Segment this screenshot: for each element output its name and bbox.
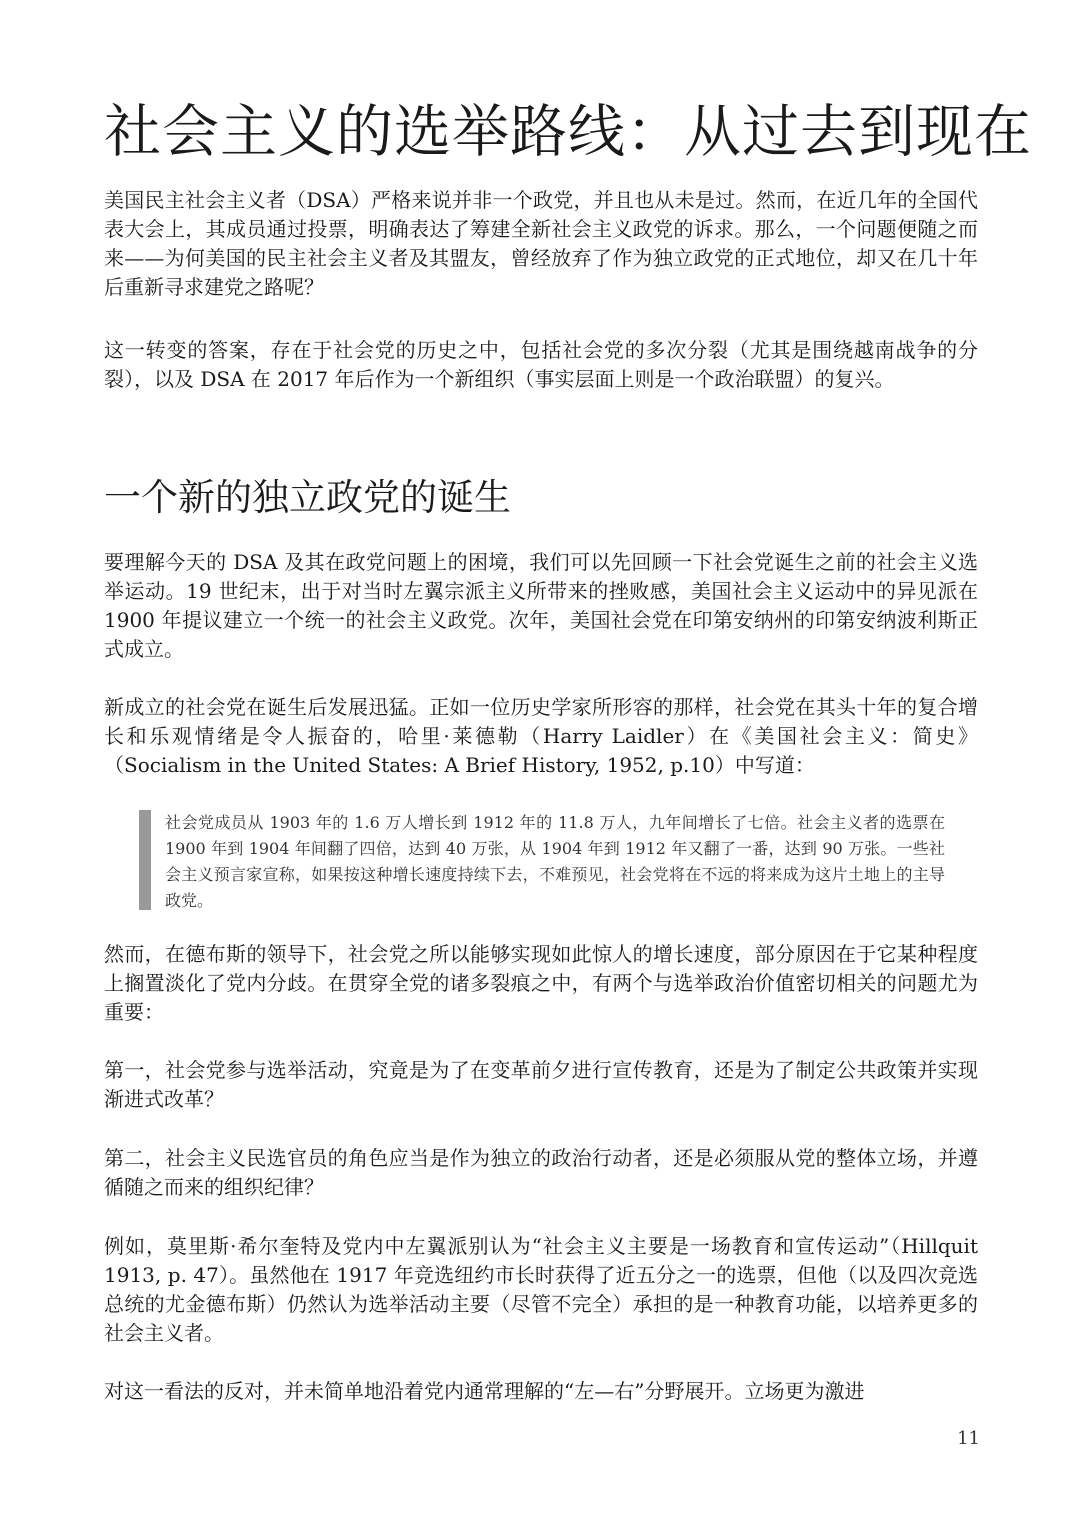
section-paragraph-7: 对这一看法的反对，并未简单地沿着党内通常理解的“左—右”分野展开。立场更为激进 (104, 1379, 865, 1403)
page-number: 11 (957, 1428, 980, 1449)
section-paragraph-3: 然而，在德布斯的领导下，社会党之所以能够实现如此惊人的增长速度，部分原因在于它某种程度上搁置淡化了党内分歧。在贯穿全党的诸多裂痕之中，有两个与选举政治价值密切相关的问题尤为重要： (104, 942, 978, 1024)
intro-paragraph-1: 美国民主社会主义者（DSA）严格来说并非一个政党，并且也从未是过。然而，在近几年的全国代表大会上，其成员通过投票，明确表达了筹建全新社会主义政党的诉求。那么，一个问题便随之而来——为何美国的民主社会主义者及其盟友，曾经放弃了作为独立政党的正式地位，却又在几十年后重新寻求建党之路呢？ (104, 188, 978, 299)
section-paragraph-5: 第二，社会主义民选官员的角色应当是作为独立的政治行动者，还是必须服从党的整体立场，并遵循随之而来的组织纪律？ (104, 1146, 978, 1199)
block-quote (139, 810, 954, 910)
section-paragraph-4: 第一，社会党参与选举活动，究竟是为了在变革前夕进行宣传教育，还是为了制定公共政策并实现渐进式改革？ (104, 1058, 978, 1111)
quote-text: 社会党成员从 1903 年的 1.6 万人增长到 1912 年的 11.8 万人，九年间增长了七倍。社会主义者的选票在 1900 年到 1904 年间翻了四倍，达到 40 万张，从 1904 年到 1912 年又翻了一番，达到 90 万张。一些社会主义预言家宣称，如果按这种增长速度持续下去，不难预见，社会党将在不远的将来成为这片土地上的主导政党。 (165, 813, 945, 910)
section-paragraph-6: 例如，莫里斯·希尔奎特及党内中左翼派别认为“社会主义主要是一场教育和宣传运动”（Hillquit 1913, p. 47）。虽然他在 1917 年竞选纽约市长时获得了近五分之一的选票，但他（以及四次竞选总统的尤金德布斯）仍然认为选举活动主要（尽管不完全）承担的是一种教育功能，以培养更多的社会主义者。 (104, 1234, 978, 1345)
section-paragraph-1: 要理解今天的 DSA 及其在政党问题上的困境，我们可以先回顾一下社会党诞生之前的社会主义选举运动。19 世纪末，出于对当时左翼宗派主义所带来的挫败感，美国社会主义运动中的异见派在 1900 年提议建立一个统一的社会主义政党。次年，美国社会党在印第安纳州的印第安纳波利斯正式成立。 (104, 550, 978, 661)
intro-paragraph-2: 这一转变的答案，存在于社会党的历史之中，包括社会党的多次分裂（尤其是围绕越南战争的分裂），以及 DSA 在 2017 年后作为一个新组织（事实层面上则是一个政治联盟）的复兴。 (104, 338, 978, 391)
section-paragraph-2: 新成立的社会党在诞生后发展迅猛。正如一位历史学家所形容的那样，社会党在其头十年的复合增长和乐观情绪是令人振奋的，哈里·莱德勒（Harry Laidler）在《美国社会主义：简史》（Socialism in the United States: A Brief History, 1952, p.10）中写道： (104, 695, 978, 777)
quote-bar (139, 810, 151, 910)
section-heading: 一个新的独立政党的诞生 (104, 476, 511, 519)
page-title: 社会主义的选举路线：从过去到现在 (104, 99, 1032, 165)
